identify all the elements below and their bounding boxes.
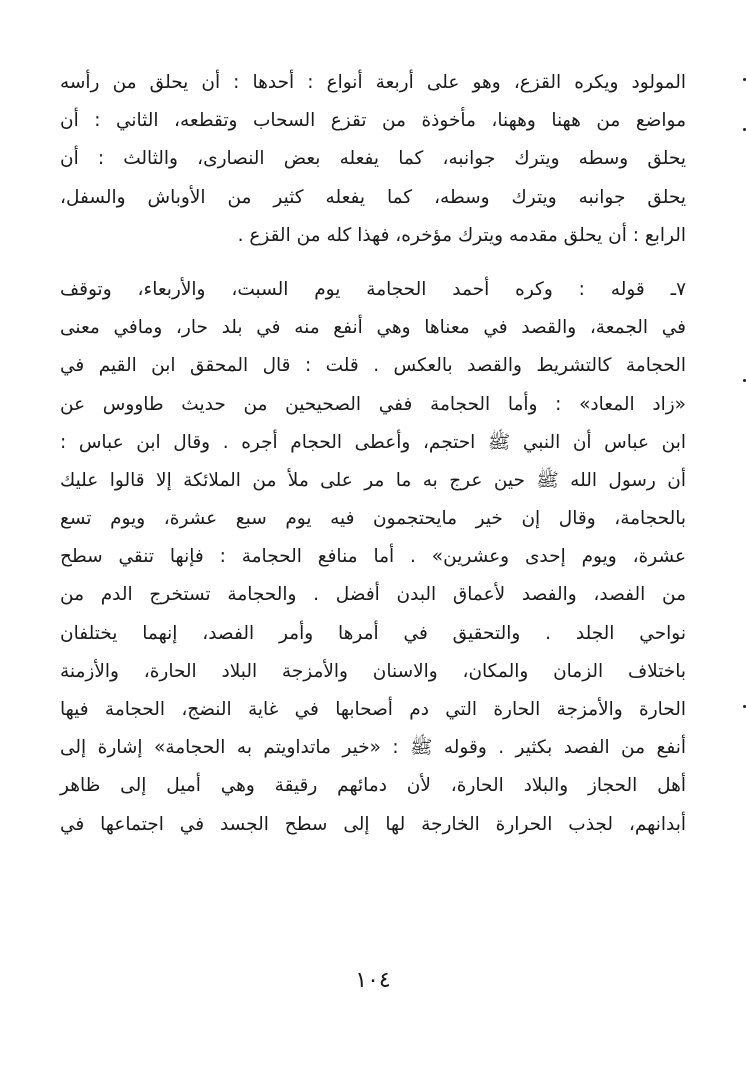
- text-line: ابن عباس أن النبي ﷺ احتجم، وأعطى الحجام أجره . وقال ابن عباس :: [60, 431, 686, 453]
- text-line: بالحجامة، وقال إن خير مايحتجمون فيه يوم سبع عشرة، ويوم تسع: [60, 508, 686, 530]
- text-line: يحلق وسطه ويترك جوانبه، كما يفعله بعض النصارى، والثالث : أن: [60, 148, 686, 170]
- text-line: نواحي الجلد . والتحقيق في أمرها وأمر الفصد، إنهما يختلفان: [60, 622, 686, 644]
- page-number: ١٠٤: [355, 968, 391, 993]
- text-line: الرابع : أن يحلق مقدمه ويترك مؤخره، فهذا كله من القزع .: [237, 224, 686, 246]
- paragraph-2: [60, 271, 686, 844]
- text-line: عشرة، ويوم إحدى وعشرين» . أما منافع الحجامة : فإنها تنقي سطح: [60, 546, 686, 568]
- paragraph-1: [60, 64, 686, 255]
- text-line: من الفصد، والفصد لأعماق البدن أفضل . والحجامة تستخرج الدم من: [60, 584, 686, 606]
- text-line: أبدانهم، لجذب الحرارة الخارجة لها إلى سطح الجسد في اجتماعها في: [60, 813, 686, 835]
- text-line: يحلق جوانبه ويترك وسطه، كما يفعله كثير من الأوباش والسفل،: [60, 186, 686, 208]
- text-line: «زاد المعاد» : وأما الحجامة ففي الصحيحين من حديث طاووس عن: [60, 393, 686, 415]
- text-line: المولود ويكره القزع، وهو على أربعة أنواع : أحدها : أن يحلق من رأسه: [60, 72, 686, 93]
- text-line: مواضع من ههنا وههنا، مأخوذة من تقزع السحاب وتقطعه، الثاني : أن: [60, 110, 686, 132]
- body-text: [60, 64, 686, 844]
- text-line: أنفع من الفصد بكثير . وقوله ﷺ : «خير ماتداويتم به الحجامة» إشارة إلى: [60, 737, 686, 759]
- text-line: الحارة والأمزجة الحارة التي دم أصحابها في غاية النضج، الحجامة فيها: [60, 699, 686, 720]
- text-line: في الجمعة، والقصد في معناها وهي أنفع منه في بلد حار، ومافي معنى: [60, 317, 686, 339]
- text-line: أهل الحجاز والبلاد الحارة، لأن دمائهم رقيقة وهي أميل إلى ظاهر: [60, 775, 686, 797]
- text-line: أن رسول الله ﷺ حين عرج به ما مر على ملأ من الملائكة إلا قالوا عليك: [60, 469, 686, 491]
- text-line: ٧ـ قوله : وكره أحمد الحجامة يوم السبت، والأربعاء، وتوقف: [60, 278, 686, 300]
- text-line: باختلاف الزمان والمكان، والاسنان والأمزجة البلاد الحارة، والأزمنة: [60, 660, 686, 682]
- paragraph-spacer: [60, 255, 686, 271]
- text-line: الحجامة كالتشريط والقصد بالعكس . قلت : قال المحقق ابن القيم في: [60, 355, 686, 377]
